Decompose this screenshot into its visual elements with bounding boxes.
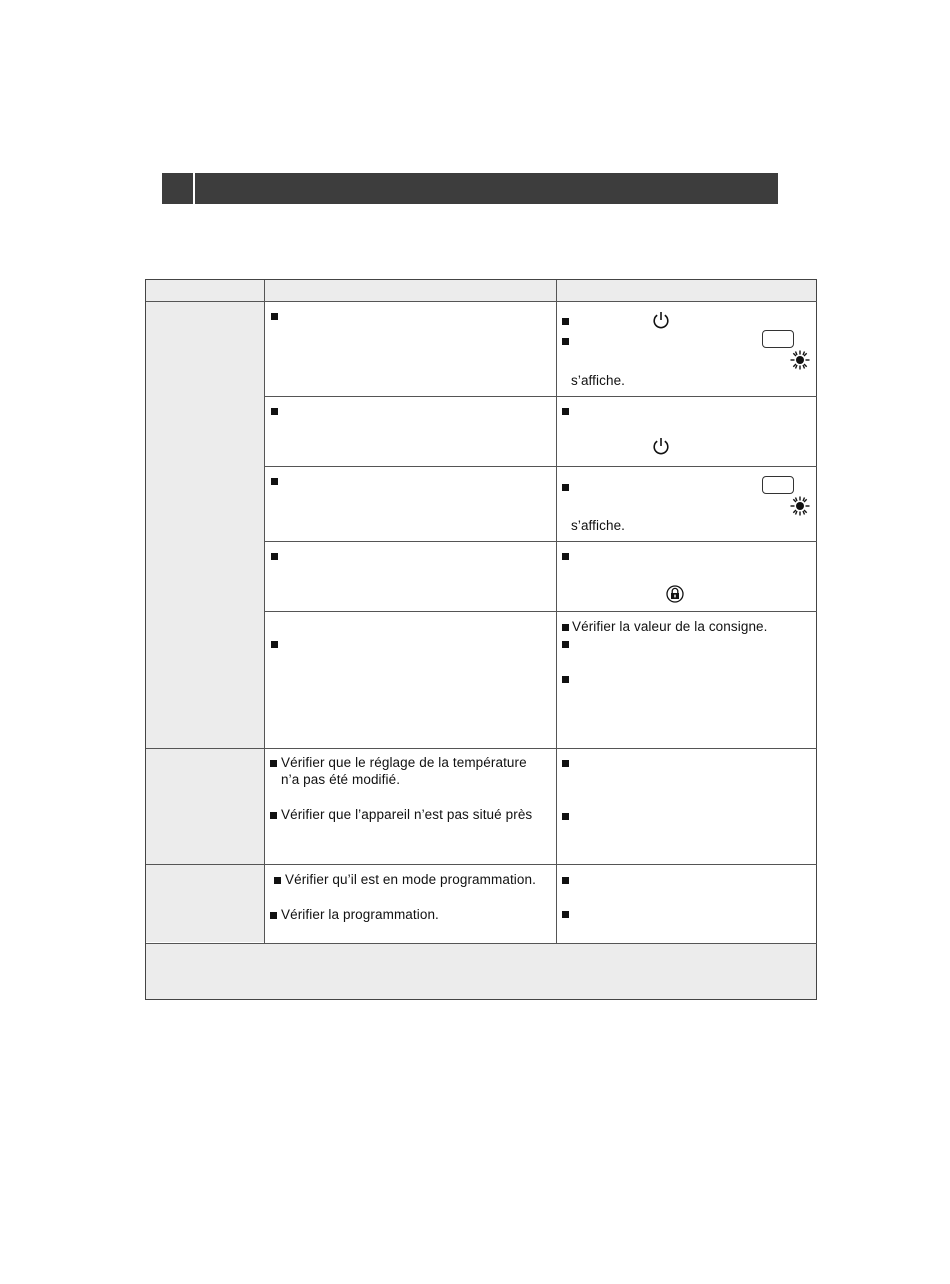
bullet <box>562 813 569 820</box>
footer-row-shade <box>146 944 816 999</box>
bullet <box>562 877 569 884</box>
key-outline-icon <box>762 330 794 348</box>
bullet <box>562 676 569 683</box>
remedy-text: s’affiche. <box>571 518 626 533</box>
rule-row-3 <box>146 943 817 944</box>
bullet <box>562 408 569 415</box>
cause-text: Vérifier qu’il est en mode programmation. <box>285 872 536 887</box>
rule-header <box>146 301 817 302</box>
power-icon <box>652 436 670 456</box>
bullet <box>270 912 277 919</box>
bullet <box>562 911 569 918</box>
sun-icon <box>790 496 810 516</box>
bullet <box>274 877 281 884</box>
cause-text: n’a pas été modifié. <box>281 772 401 787</box>
rule-sub-1 <box>264 396 817 397</box>
problem-column-shade <box>146 301 264 942</box>
lock-icon <box>666 585 684 603</box>
cause-text: Vérifier la programmation. <box>281 907 439 922</box>
bullet <box>270 812 277 819</box>
header-row-shade <box>146 280 816 301</box>
bullet <box>271 641 278 648</box>
col-divider-1 <box>264 280 265 943</box>
rule-sub-3 <box>264 541 817 542</box>
bullet <box>562 760 569 767</box>
rule-row-2 <box>146 864 817 865</box>
sun-icon <box>790 350 810 370</box>
bullet <box>562 484 569 491</box>
bullet <box>562 338 569 345</box>
col-divider-2 <box>556 280 557 943</box>
bullet <box>271 553 278 560</box>
cause-text: Vérifier que l’appareil n’est pas situé près <box>281 807 533 822</box>
section-number-box <box>162 173 193 204</box>
remedy-text: Vérifier la valeur de la consigne. <box>572 619 768 634</box>
bullet <box>271 408 278 415</box>
bullet <box>562 641 569 648</box>
bullet <box>271 478 278 485</box>
bullet <box>270 760 277 767</box>
remedy-text: s’affiche. <box>571 373 626 388</box>
section-title-bar <box>195 173 778 204</box>
rule-sub-4 <box>264 611 817 612</box>
rule-sub-2 <box>264 466 817 467</box>
bullet <box>562 553 569 560</box>
bullet <box>271 313 278 320</box>
key-outline-icon <box>762 476 794 494</box>
bullet <box>562 624 569 631</box>
troubleshooting-table <box>145 279 817 1000</box>
rule-row-1 <box>146 748 817 749</box>
bullet <box>562 318 569 325</box>
power-icon <box>652 310 670 330</box>
cause-text: Vérifier que le réglage de la température <box>281 755 527 770</box>
